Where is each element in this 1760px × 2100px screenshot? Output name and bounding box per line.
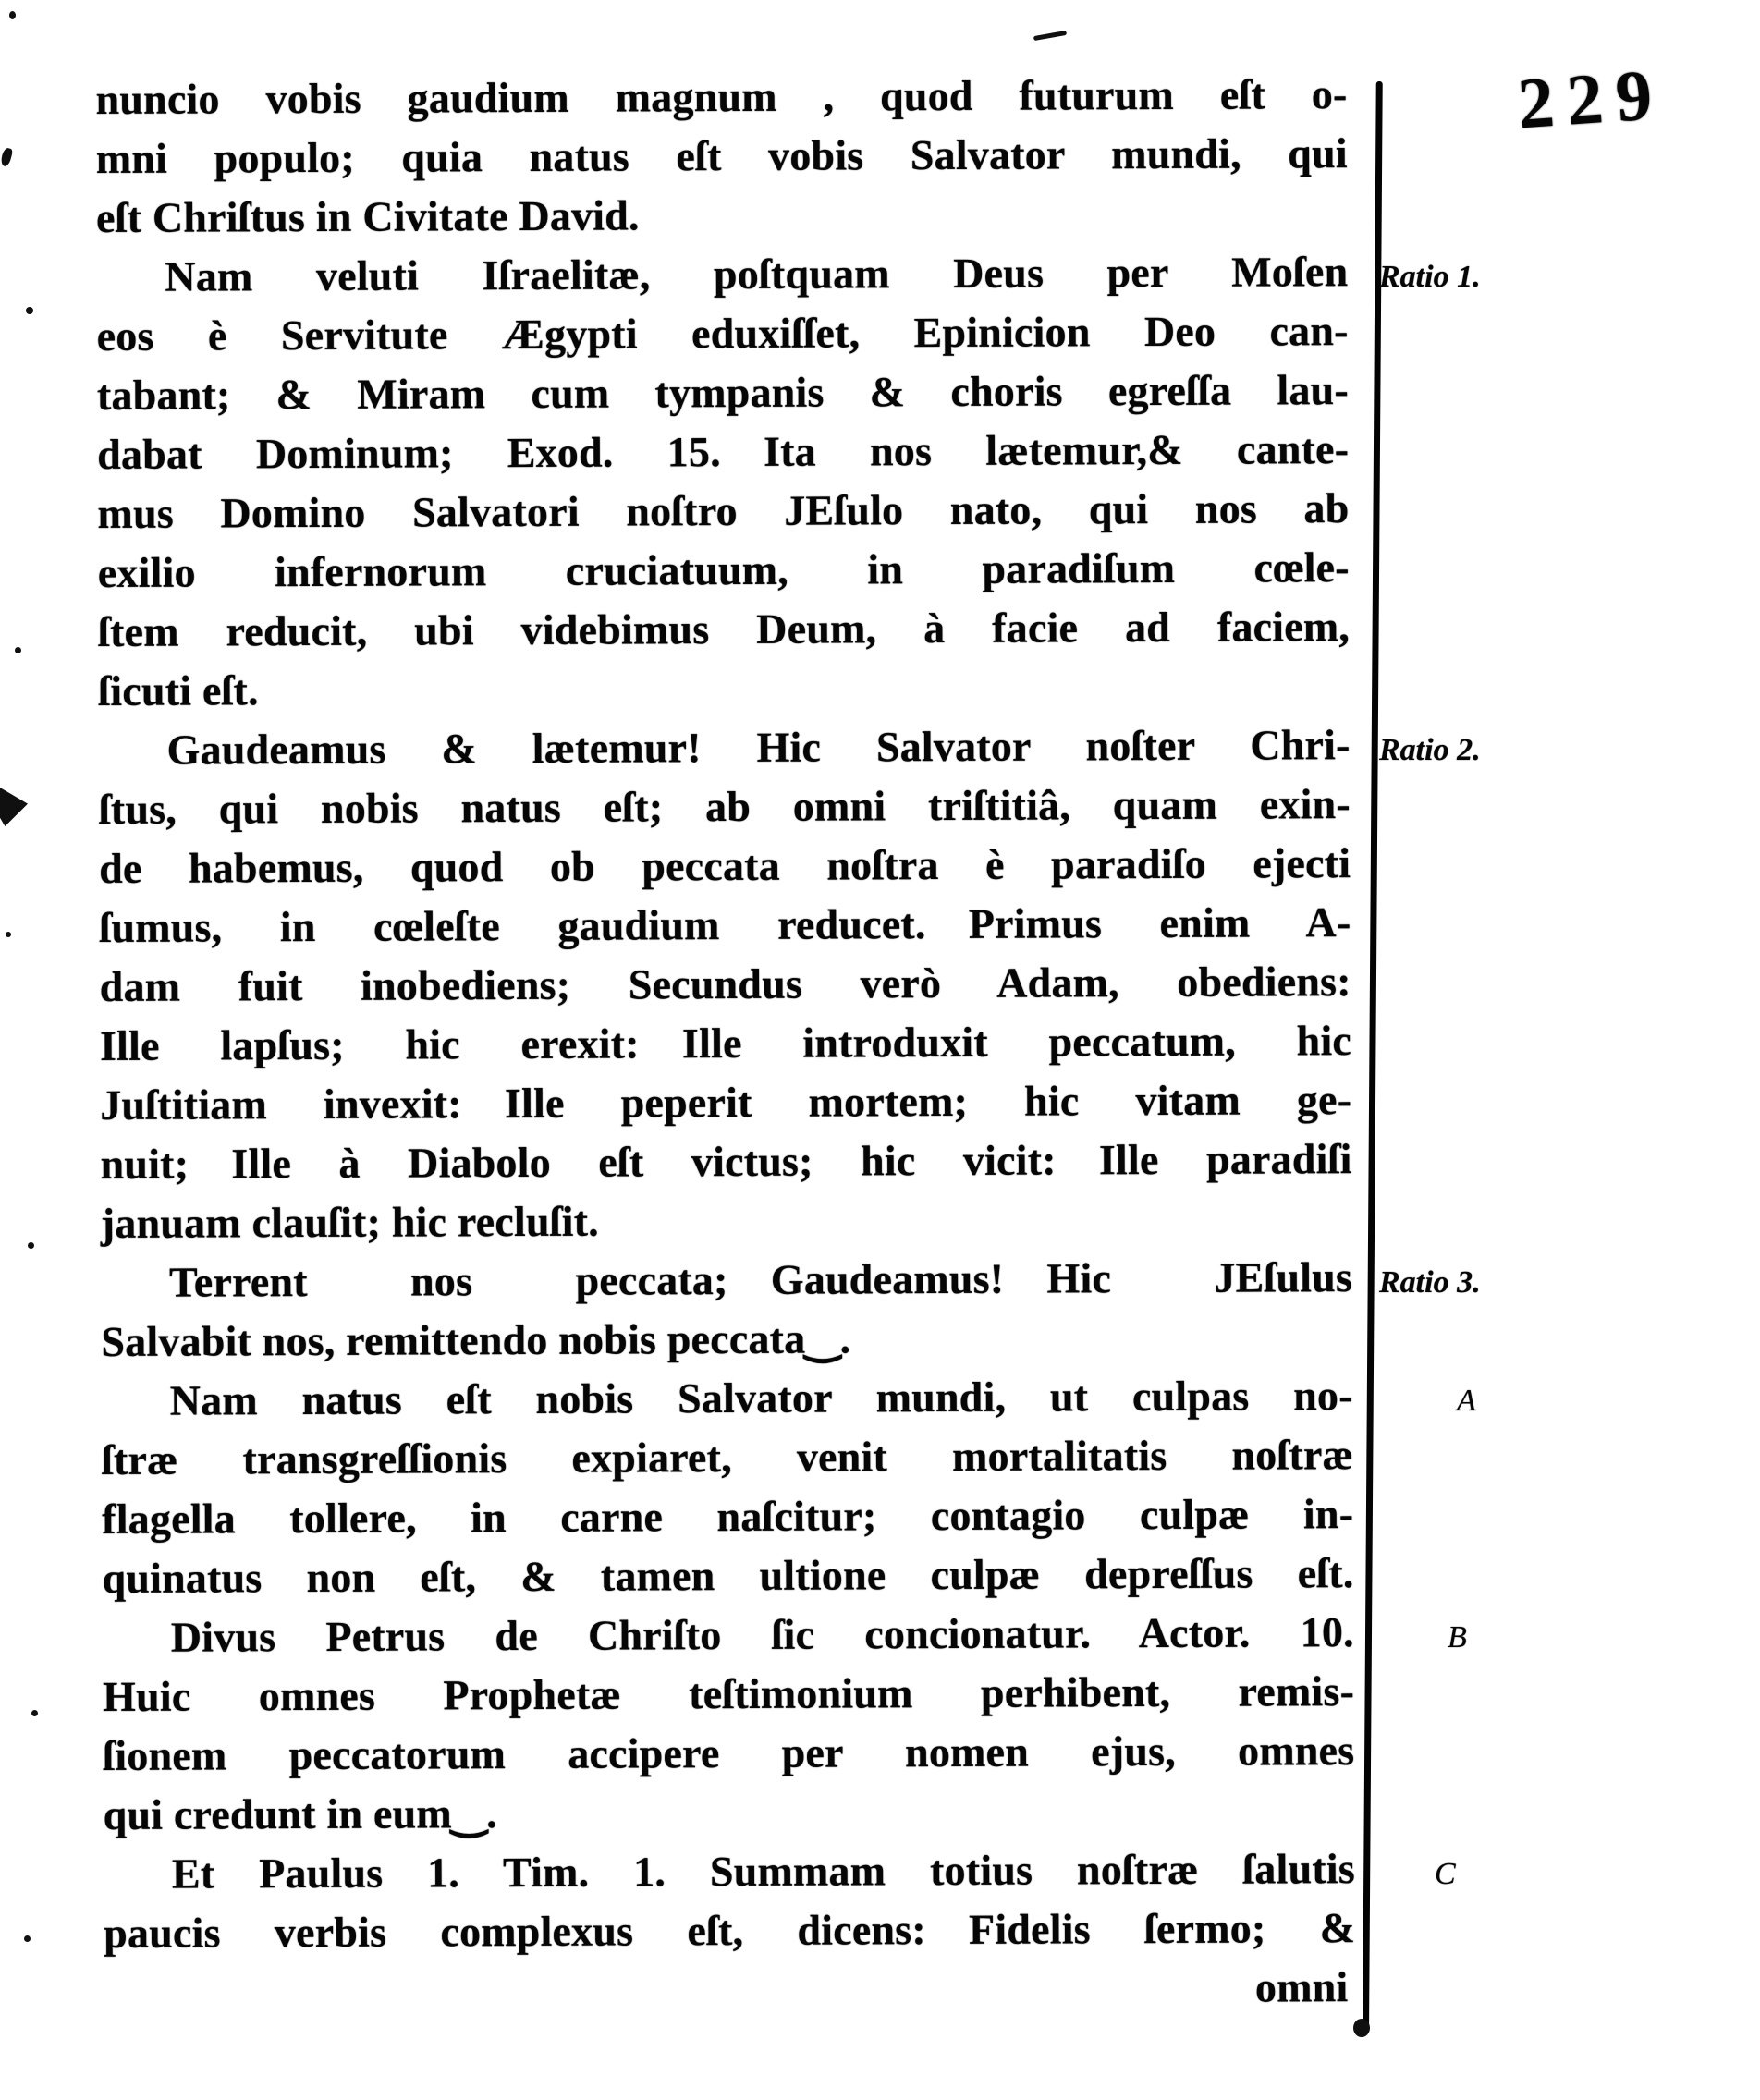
ink-blot [0, 788, 28, 826]
text-line: ſtræ transgreſſionis expiaret, venit mortalitatis noſtræ [101, 1431, 1354, 1483]
text-line: dam fuit inobediens; Secundus verò Adam, obediens: [99, 958, 1351, 1011]
text-block [95, 65, 1355, 2022]
text-line: ſicuti eſt. [98, 666, 259, 715]
text-line: exilio infernorum cruciatuum, in paradiſum cœle- [97, 543, 1350, 597]
rule-end-blot [1353, 2019, 1370, 2037]
text-line: ſumus, in cœleſte gaudium reducet. Primus enim A- [99, 898, 1351, 952]
text-line: ſionem peccatorum accipere per nomen ejus, omnes [103, 1727, 1355, 1779]
ink-speck [28, 1242, 34, 1249]
text-line: Salvabit nos, remittendo nobis peccata‿. [101, 1314, 851, 1365]
text-line: Terrent nos peccata; Gaudeamus! Hic JEſulus [169, 1253, 1353, 1306]
margin-note-c: C [1435, 1857, 1456, 1891]
margin-note-ratio-1: Ratio 1. [1379, 260, 1481, 294]
text-line: quinatus non eſt, & tamen ultione culpæ depreſſus eſt. [102, 1549, 1354, 1602]
ink-speck [31, 1710, 38, 1716]
text-line: januam clauſit; hic recluſit. [100, 1197, 599, 1247]
text-line: Nam natus eſt nobis Salvator mundi, ut culpas no- [169, 1372, 1353, 1424]
margin-note-b: B [1448, 1620, 1467, 1654]
ink-speck [6, 932, 11, 937]
ink-speck [0, 147, 13, 167]
text-line: ſtus, qui nobis natus eſt; ab omni triſtitiâ, quam exin- [98, 780, 1351, 834]
text-line: Huic omnes Prophetæ teſtimonium perhibent, remis- [102, 1667, 1355, 1720]
ink-speck [15, 647, 21, 653]
text-line: Ille lapſus; hic erexit: Ille introduxit peccatum, hic [99, 1017, 1352, 1069]
ink-speck [26, 307, 33, 314]
text-line: Juſtitiam invexit: Ille peperit mortem; hic vitam ge- [100, 1076, 1352, 1129]
text-line: Divus Petrus de Chriſto ſic concionatur. Actor. 10. [170, 1608, 1354, 1661]
text-line: eos è Servitute Ægypti eduxiſſet, Epinicion Deo can- [96, 307, 1349, 360]
ink-dash [1033, 31, 1067, 41]
margin-note-a: A [1457, 1384, 1476, 1418]
catchword: omni [1254, 1963, 1349, 2011]
text-line: qui credunt in eum‿. [103, 1789, 497, 1838]
text-line: paucis verbis complexus eſt, dicens: Fidelis ſermo; & [104, 1904, 1356, 1957]
text-line: mni populo; quia natus eſt vobis Salvator mundi, qui [95, 129, 1348, 183]
text-line: dabat Dominum; Exod. 15. Ita nos lætemur,& cante- [97, 425, 1350, 479]
text-line: eſt Chriſtus in Civitate David. [95, 191, 640, 242]
text-line: de habemus, quod ob peccata noſtra è paradiſo ejecti [99, 839, 1351, 893]
ink-speck [9, 11, 16, 19]
text-line: nuit; Ille à Diabolo eſt victus; hic vicit: Ille paradiſi [100, 1135, 1352, 1188]
text-line: nuncio vobis gaudium magnum , quod futurum eſt o- [95, 70, 1348, 124]
text-line: Gaudeamus & lætemur! Hic Salvator noſter Chri- [166, 721, 1351, 774]
margin-note-ratio-3: Ratio 3. [1379, 1265, 1481, 1300]
text-line: Nam veluti Iſraelitæ, poſtquam Deus per Moſen [165, 248, 1349, 300]
text-line: Et Paulus 1. Tim. 1. Summam totius noſtræ ſalutis [171, 1845, 1356, 1898]
margin-note-ratio-2: Ratio 2. [1379, 733, 1481, 767]
ink-speck [24, 1935, 31, 1942]
page-number: 229 [1515, 53, 1668, 144]
text-line: flagella tollere, in carne naſcitur; contagio culpæ in- [102, 1490, 1354, 1543]
text-line: ſtem reducit, ubi videbimus Deum, à facie ad faciem, [97, 603, 1351, 656]
column-rule [1363, 81, 1383, 2033]
text-line: tabant; & Miram cum tympanis & choris egreſſa lau- [96, 366, 1350, 420]
text-line: mus Domino Salvatori noſtro JEſulo nato, qui nos ab [97, 484, 1350, 538]
